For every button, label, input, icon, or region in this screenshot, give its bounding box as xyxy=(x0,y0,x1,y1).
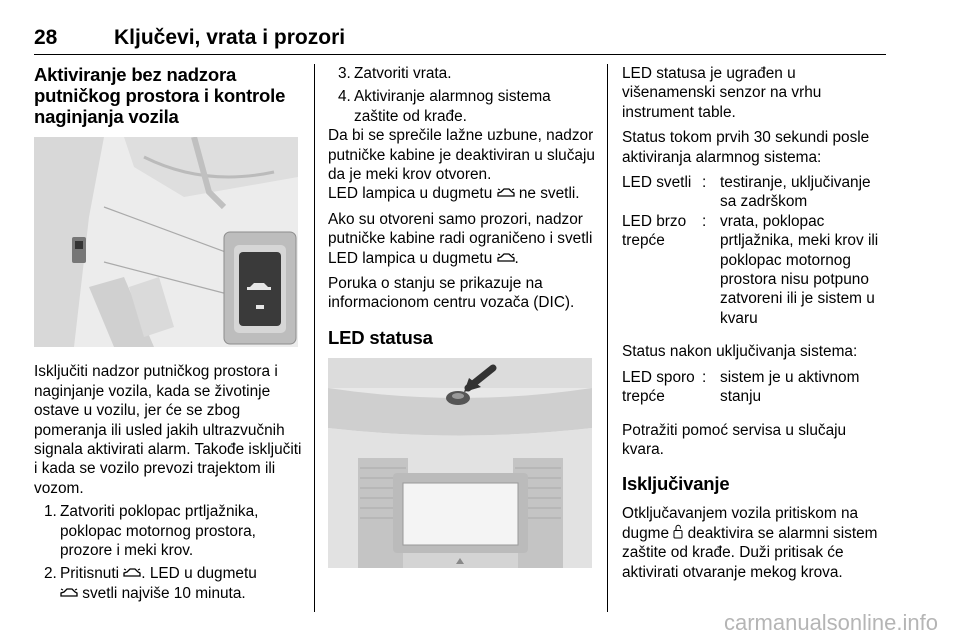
paragraph: Isključiti nadzor putničkog prostora i naginjanje vozila, kada se životinje ostave u vozilu, jer će se zbog pomeranja ili usled jakih ultrazvučnih signala aktivirati alarm. Takođe isključiti i kada se vozilo prevozi trajektom ili vozom. xyxy=(34,363,302,497)
status-table xyxy=(622,173,890,328)
list-item: 4. Aktiviranje alarmnog sistema zaštite od krađe. xyxy=(338,88,551,125)
list-item: 1. Zatvoriti poklopac prtljažnika, poklopac motornog prostora, prozore i meki krov. xyxy=(44,503,259,560)
paragraph: Ako su otvoreni samo prozori, nadzor putničke kabine radi ograničeno i svetli LED lampica u dugmetu . xyxy=(328,210,593,267)
dashboard-switch-illustration xyxy=(34,137,298,347)
column-1 xyxy=(34,64,302,603)
paragraph: Status tokom prvih 30 sekundi posle aktiviranja alarmnog sistema: xyxy=(622,129,870,166)
paragraph: LED lampica u dugmetu ne svetli. xyxy=(328,185,580,203)
chapter-title: Ključevi, vrata i prozori xyxy=(114,26,346,49)
alarm-car-icon xyxy=(60,588,78,597)
paragraph: LED statusa je ugrađen u višenamenski senzor na vrhu instrument table. xyxy=(622,65,822,121)
alarm-car-icon xyxy=(123,568,141,577)
watermark: carmanualsonline.info xyxy=(723,610,938,635)
status-table xyxy=(622,368,890,407)
list-item: 2. Pritisnuti . LED u dugmetu svetli najviše 10 minuta. xyxy=(44,565,257,602)
paragraph: Otključavanjem vozila pritiskom na dugme deaktivira se alarmni sistem zaštite od krađe. Duži pritisak će aktivirati otvaranje mekog krova. xyxy=(622,505,878,581)
list-item: 3. Zatvoriti vrata. xyxy=(338,65,452,82)
column-2 xyxy=(328,64,596,573)
paragraph: Potražiti pomoć servisa u slučaju kvara. xyxy=(622,421,847,458)
column-3 xyxy=(622,64,890,582)
paragraph: Da bi se sprečile lažne uzbune, nadzor putničke kabine je deaktiviran u slučaju da je meki krov otvoren. xyxy=(328,127,595,184)
alarm-car-icon xyxy=(497,188,515,197)
step-list xyxy=(328,64,596,126)
page-number: 28 xyxy=(34,26,58,49)
unlock-icon xyxy=(673,524,683,539)
table-row: LED svetli : testiranje, uključivanje sa zadrškom xyxy=(622,174,871,211)
section-heading: Isključivanje xyxy=(622,473,730,495)
section-heading: Aktiviranje bez nadzora putničkog prostora i kontrole naginjanja vozila xyxy=(34,64,286,127)
alarm-car-icon xyxy=(497,253,515,262)
step-list xyxy=(34,502,302,603)
column-divider xyxy=(607,64,608,612)
paragraph: Status nakon uključivanja sistema: xyxy=(622,343,858,361)
page-header xyxy=(34,24,886,55)
section-heading: LED statusa xyxy=(328,326,433,348)
table-row: LED sporo trepće : sistem je u aktivnom stanju xyxy=(622,368,860,406)
table-row: LED brzo trepće : vrata, poklopac prtljažnika, meki krov ili poklopac motornog prostora nisu potpuno zatvoreni ili je sistem u kvaru xyxy=(622,212,879,327)
paragraph: Poruka o stanju se prikazuje na informacionom centru vozača (DIC). xyxy=(328,275,575,312)
column-divider xyxy=(314,64,315,612)
dashboard-led-illustration xyxy=(328,358,592,568)
